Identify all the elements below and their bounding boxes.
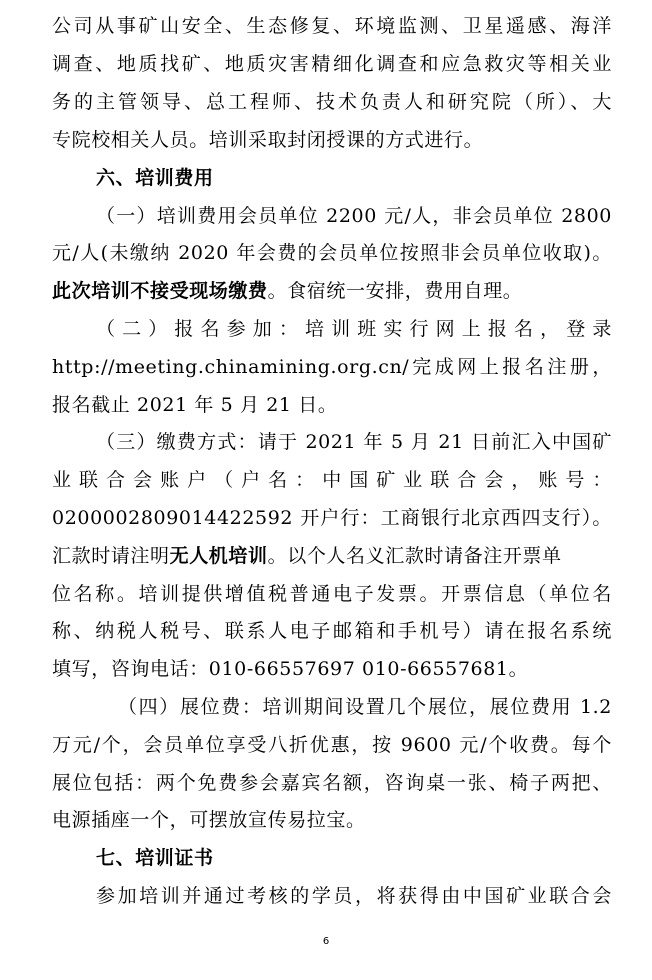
page-number: 6 (322, 936, 330, 947)
fee-item-4-line: 万元/个，会员单位享受八折优惠，按 9600 元/个收费。每个 (52, 734, 612, 756)
body-text-line: 公司从事矿山安全、生态修复、环境监测、卫星遥感、海洋 (52, 15, 612, 37)
contact-phone-line: 填写，咨询电话：010-66557697 010-66557681。 (52, 658, 529, 680)
fee-item-2-line: （二）报名参加：培训班实行网上报名，登录 (96, 318, 612, 340)
fee-item-3-line: （三）缴费方式：请于 2021 年 5 月 21 日前汇入中国矿 (96, 431, 612, 453)
fee-item-4-line: （四）展位费：培训期间设置几个展位，展位费用 1.2 (118, 696, 612, 718)
registration-url-line: http://meeting.chinamining.org.cn/完成网上报名注册， (52, 356, 612, 378)
fee-item-3-line: 业联合会账户（户名：中国矿业联合会，账号： (52, 469, 612, 491)
fee-item-4-line: 展位包括：两个免费参会嘉宾名额，咨询桌一张、椅子两把、 (52, 772, 612, 794)
fee-item-1-text: 。食宿统一安排，费用自理。 (267, 280, 523, 302)
fee-item-3-line: 称、纳税人税号、联系人电子邮箱和手机号）请在报名系统 (52, 620, 612, 642)
fee-item-4-line: 电源插座一个，可摆放宣传易拉宝。 (52, 809, 366, 831)
bank-account-line: 0200002809014422592 开户行：工商银行北京西四支行）。 (52, 507, 612, 529)
fee-item-3-text: 。以个人名义汇款时请备注开票单 (267, 545, 562, 567)
fee-item-3-text: 汇款时请注明 (52, 545, 170, 567)
fee-item-1-line (52, 279, 612, 303)
certificate-text-line: 参加培训并通过考核的学员，将获得由中国矿业联合会 (96, 885, 612, 907)
fee-item-3-line: 位名称。培训提供增值税普通电子发票。开票信息（单位名 (52, 583, 612, 605)
section-heading-certificate: 七、培训证书 (96, 847, 214, 869)
fee-item-1-line: （一）培训费用会员单位 2200 元/人，非会员单位 2800 (96, 205, 612, 227)
body-text-line: 调查、地质找矿、地质灾害精细化调查和应急救灾等相关业 (52, 53, 612, 75)
section-heading-fees: 六、培训费用 (96, 167, 214, 189)
remittance-note-keyword: 无人机培训 (169, 545, 268, 567)
body-text-line: 务的主管领导、总工程师、技术负责人和研究院（所）、大 (52, 91, 612, 113)
fee-item-2-line: 报名截止 2021 年 5 月 21 日。 (52, 394, 338, 416)
no-onsite-payment-notice: 此次培训不接受现场缴费 (52, 280, 268, 302)
body-text-line: 专院校相关人员。培训采取封闭授课的方式进行。 (52, 129, 484, 151)
fee-item-3-line (52, 544, 612, 568)
fee-item-1-line: 元/人(未缴纳 2020 年会费的会员单位按照非会员单位收取)。 (52, 242, 612, 264)
